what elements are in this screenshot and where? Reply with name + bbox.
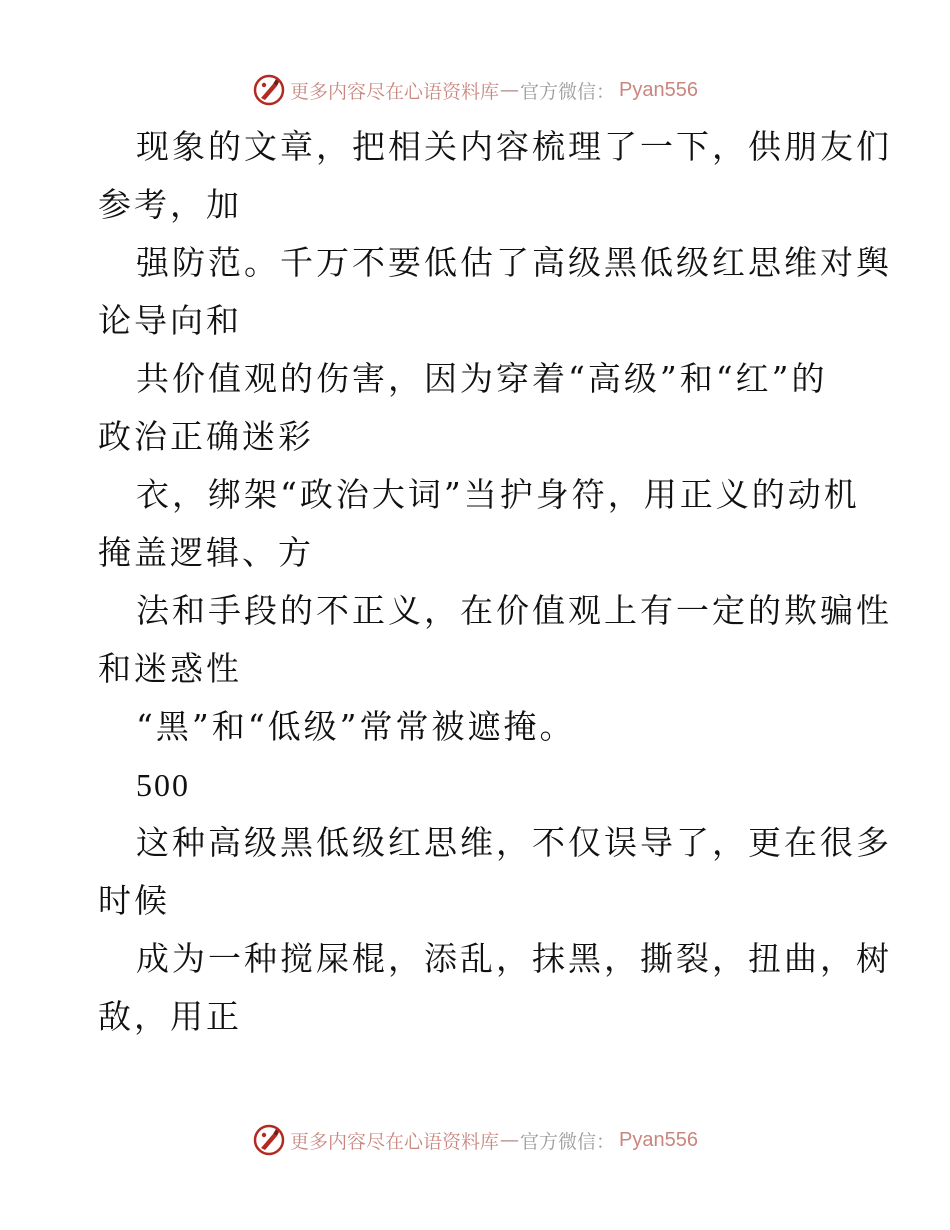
footer-wechat-label: 官方微信：: [520, 1130, 616, 1153]
header-banner: [0, 70, 950, 110]
pen-logo-icon: [252, 1123, 286, 1157]
text-line: 时候: [98, 881, 170, 920]
pen-logo-icon: [252, 73, 286, 107]
header-dash: —: [500, 79, 520, 101]
text-line: 敌，用正: [98, 997, 242, 1036]
body-text: [98, 118, 892, 1046]
text-line: 强防范。千万不要低估了高级黑低级红思维对舆: [136, 243, 892, 282]
text-line: 参考，加: [98, 185, 242, 224]
footer-site-text: 更多内容尽在心语资料库: [290, 1130, 500, 1153]
text-line: 成为一种搅屎棍，添乱，抹黑，撕裂，扭曲，树: [136, 939, 892, 978]
text-line: 现象的文章，把相关内容梳理了一下，供朋友们: [136, 127, 892, 166]
text-line: 和迷惑性: [98, 649, 242, 688]
text-line: 法和手段的不正义，在价值观上有一定的欺骗性: [136, 591, 892, 630]
text-line: 政治正确迷彩: [98, 417, 314, 456]
header-wechat-id: Pyan556: [619, 78, 698, 101]
footer-wechat-id: Pyan556: [619, 1128, 698, 1151]
header-site-text: 更多内容尽在心语资料库: [290, 80, 500, 103]
page-number-text: 500: [136, 767, 190, 803]
text-line: 这种高级黑低级红思维，不仅误导了，更在很多: [136, 823, 892, 862]
text-line: “黑”和“低级”常常被遮掩。: [136, 707, 576, 746]
header-wechat-label: 官方微信：: [520, 80, 616, 103]
text-line: 论导向和: [98, 301, 242, 340]
text-line: 掩盖逻辑、方: [98, 533, 314, 572]
footer-dash: —: [500, 1129, 520, 1151]
text-line: 衣，绑架“政治大词”当护身符，用正义的动机: [136, 475, 860, 514]
footer-banner: [0, 1120, 950, 1160]
text-line: 共价值观的伤害，因为穿着“高级”和“红”的: [136, 359, 828, 398]
